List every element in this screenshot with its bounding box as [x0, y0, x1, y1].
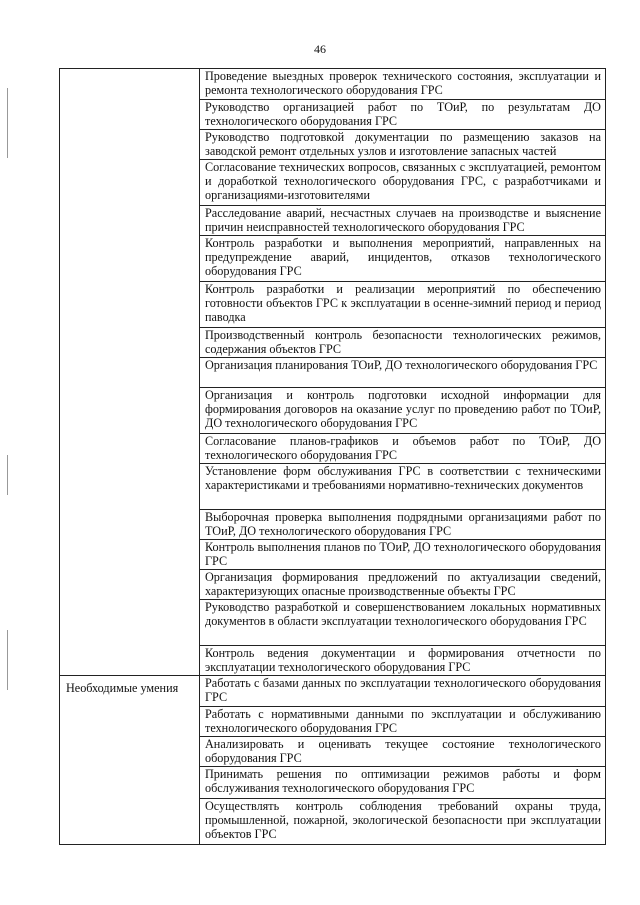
competency-table	[59, 68, 606, 845]
section-label-cell	[60, 69, 200, 675]
section-label-cell: Необходимые умения	[60, 676, 200, 844]
table-row: Контроль выполнения планов по ТОиР, ДО технологического оборудования ГРС	[200, 539, 605, 569]
scan-edge-mark	[7, 630, 8, 690]
table-row: Контроль разработки и реализации мероприятий по обеспечению готовности объектов ГРС к эксплуатации в осенне-зимний период и период паводка	[200, 281, 605, 327]
section-rows	[200, 676, 605, 844]
table-row: Принимать решения по оптимизации режимов работы и форм обслуживания технологического оборудования ГРС	[200, 766, 605, 798]
table-row: Контроль ведения документации и формирования отчетности по эксплуатации технологического оборудования ГРС	[200, 645, 605, 675]
table-row: Руководство организацией работ по ТОиР, по результатам ДО технологического оборудования ГРС	[200, 99, 605, 129]
table-row: Контроль разработки и выполнения мероприятий, направленных на предупреждение аварий, инцидентов, отказов технологического оборудования ГРС	[200, 235, 605, 281]
table-row: Установление форм обслуживания ГРС в соответствии с техническими характеристиками и требованиями нормативно-технических документов	[200, 463, 605, 509]
page-number: 46	[314, 42, 326, 56]
table-row: Выборочная проверка выполнения подрядными организациями работ по ТОиР, ДО технологического оборудования ГРС	[200, 509, 605, 539]
table-row: Проведение выездных проверок технического состояния, эксплуатации и ремонта технологического оборудования ГРС	[205, 69, 601, 97]
table-row: Производственный контроль безопасности технологических режимов, содержания объектов ГРС	[200, 327, 605, 357]
table-row: Работать с базами данных по эксплуатации технологического оборудования ГРС	[205, 676, 601, 704]
table-row: Руководство подготовкой документации по размещению заказов на заводской ремонт отдельных узлов и изготовление запасных частей	[200, 129, 605, 159]
table-section-tasks	[60, 69, 605, 675]
scan-edge-mark	[7, 88, 8, 158]
table-row: Расследование аварий, несчастных случаев на производстве и выяснение причин неисправностей технологического оборудования ГРС	[200, 205, 605, 235]
table-row: Согласование технических вопросов, связанных с эксплуатацией, ремонтом и доработкой технологического оборудования ГРС, с разработчиками и организациями-изготовителями	[200, 159, 605, 205]
table-row: Осуществлять контроль соблюдения требований охраны труда, промышленной, пожарной, экологической безопасности при эксплуатации объектов ГРС	[200, 798, 605, 844]
table-row: Организация и контроль подготовки исходной информации для формирования договоров на оказание услуг по проведению работ по ТОиР, ДО технологического оборудования ГРС	[200, 387, 605, 433]
table-row: Согласование планов-графиков и объемов работ по ТОиР, ДО технологического оборудования ГРС	[200, 433, 605, 463]
section-rows	[200, 69, 605, 675]
table-row: Работать с нормативными данными по эксплуатации и обслуживанию технологического оборудования ГРС	[200, 706, 605, 736]
table-section-skills	[60, 675, 605, 844]
table-row: Организация планирования ТОиР, ДО технологического оборудования ГРС	[200, 357, 605, 387]
table-row: Анализировать и оценивать текущее состояние технологического оборудования ГРС	[200, 736, 605, 766]
scan-edge-mark	[7, 455, 8, 495]
table-row: Руководство разработкой и совершенствованием локальных нормативных документов в области эксплуатации технологического оборудования ГРС	[200, 599, 605, 645]
table-row: Организация формирования предложений по актуализации сведений, характеризующих опасные производственные объекты ГРС	[200, 569, 605, 599]
